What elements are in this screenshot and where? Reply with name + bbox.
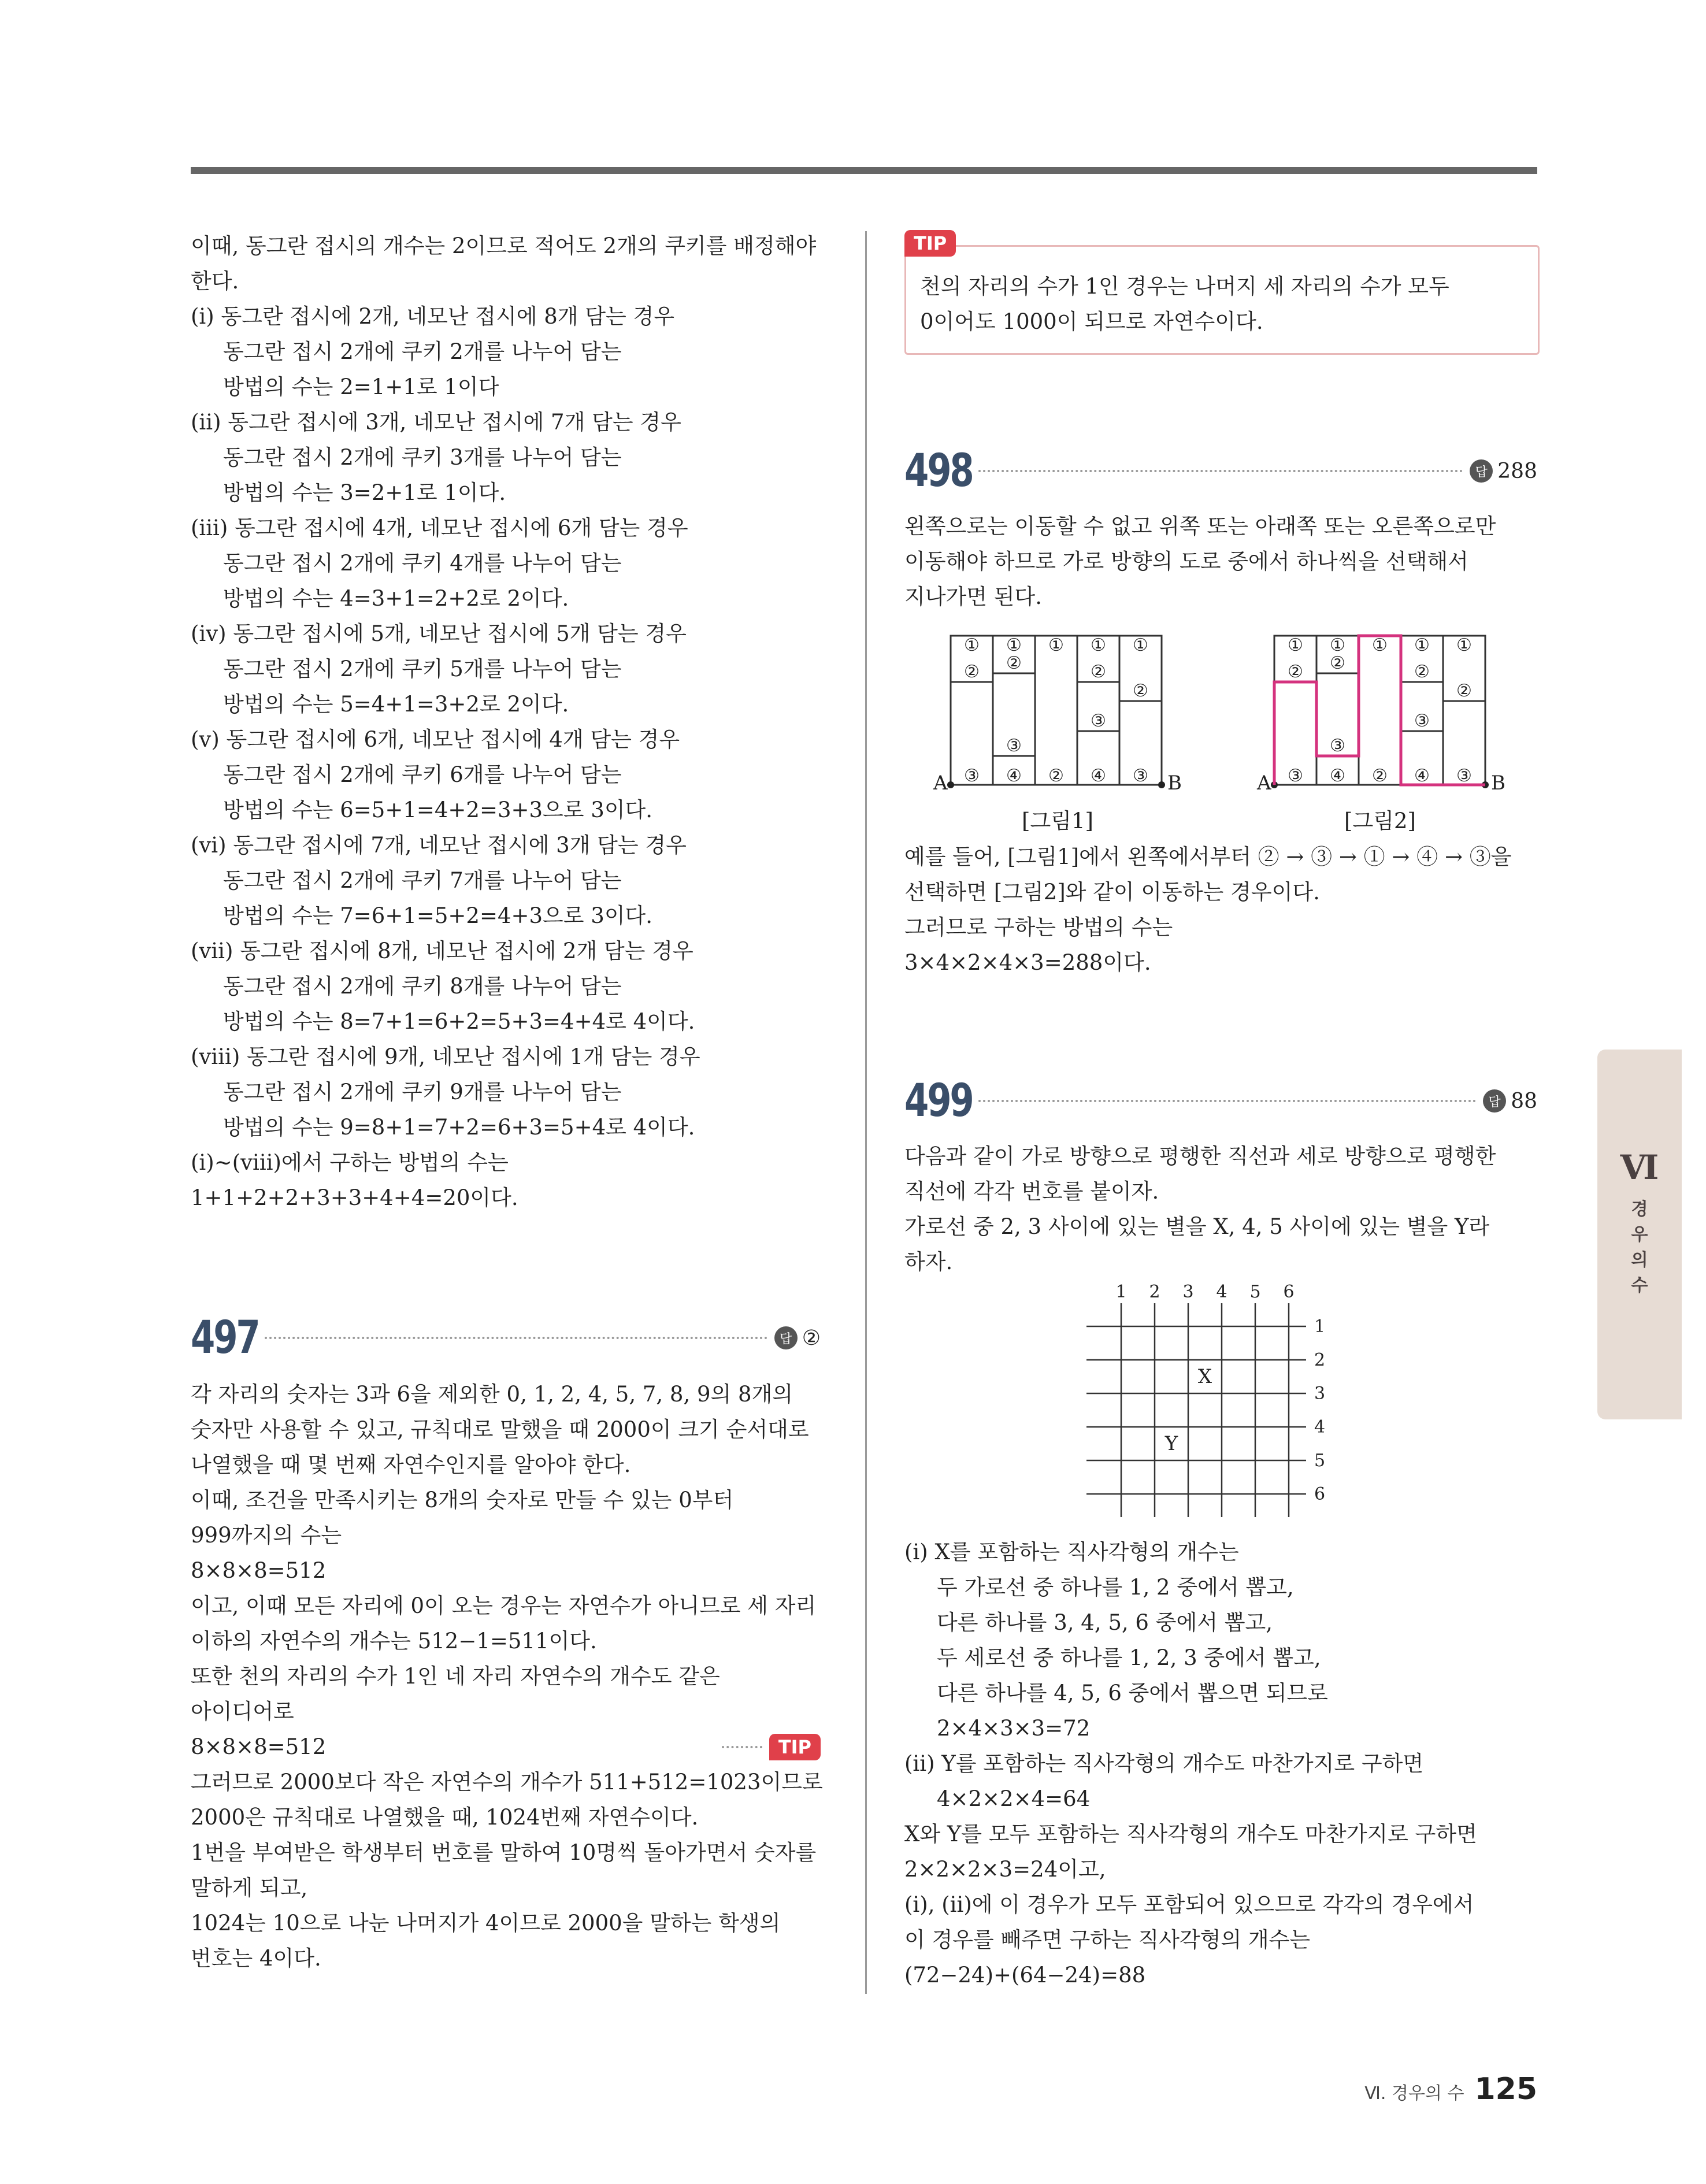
text-line: 선택하면 [그림2]와 같이 이동하는 경우이다. <box>904 880 1320 904</box>
text-line: 숫자만 사용할 수 있고, 규칙대로 말했을 때 2000이 크기 순서대로 <box>191 1417 809 1442</box>
road-label: ① <box>964 635 980 655</box>
case-line: 방법의 수는 7=6+1=5+2=4+3으로 3이다. <box>223 903 653 928</box>
chapter-title-char: 의 <box>1631 1250 1648 1270</box>
page-footer <box>1364 2072 1537 2107</box>
problem-497-header <box>191 1312 821 1364</box>
point-b-label: B <box>1167 772 1182 795</box>
road-label: ② <box>1048 766 1064 786</box>
problem-497-body <box>191 1377 838 1976</box>
text-line: 8×8×8=512 <box>191 1558 327 1583</box>
row-label: 2 <box>1314 1350 1326 1370</box>
road-label: ③ <box>1133 766 1148 786</box>
text-line: 1번을 부여받은 학생부터 번호를 말하여 10명씩 돌아가면서 숫자를 <box>191 1840 817 1865</box>
solution-line: 다른 하나를 3, 4, 5, 6 중에서 뽑고, <box>937 1610 1273 1635</box>
figure-1-caption: [그림1] <box>1022 809 1093 833</box>
chapter-title <box>1597 1197 1682 1299</box>
conclusion-line: (ⅰ)~(ⅷ)에서 구하는 방법의 수는 <box>191 1150 509 1175</box>
point-a-label: A <box>1257 772 1271 795</box>
case-line: 방법의 수는 8=7+1=6+2=5+3=4+4로 4이다. <box>223 1009 695 1034</box>
road-label: ① <box>1372 635 1388 655</box>
road-label: ① <box>1456 635 1472 655</box>
text-line: 8×8×8=512 <box>191 1734 327 1759</box>
column-label: 6 <box>1283 1282 1295 1302</box>
text-line: 1024는 10으로 나눈 나머지가 4이므로 2000을 말하는 학생의 <box>191 1911 781 1935</box>
case-line: 동그란 접시 2개에 쿠키 9개를 나누어 담는 <box>223 1080 622 1104</box>
case-line: 동그란 접시 2개에 쿠키 6개를 나누어 담는 <box>223 762 622 787</box>
road-label: ② <box>1330 653 1345 673</box>
case-line: 방법의 수는 4=3+1=2+2로 2이다. <box>223 586 569 611</box>
point-a <box>947 781 954 788</box>
diagram-frame <box>951 636 1162 785</box>
leader-dots <box>978 1100 1476 1102</box>
text-line: 하자. <box>904 1249 953 1274</box>
case-line: 동그란 접시 2개에 쿠키 3개를 나누어 담는 <box>223 445 622 470</box>
problem-499-solution <box>904 1534 1537 1993</box>
case-heading: (ⅵ) 동그란 접시에 7개, 네모난 접시에 3개 담는 경우 <box>191 833 687 858</box>
row-label: 3 <box>1314 1384 1326 1404</box>
case-line: 방법의 수는 2=1+1로 1이다 <box>223 374 499 399</box>
road-diagrams <box>922 629 1546 848</box>
road-label: ④ <box>1330 766 1345 786</box>
problem-number: 497 <box>191 1312 259 1364</box>
column-label: 3 <box>1182 1282 1194 1302</box>
case-line: 방법의 수는 5=4+1=3+2로 2이다. <box>223 692 569 717</box>
road-label: ④ <box>1006 766 1022 786</box>
road-label: ② <box>1006 653 1022 673</box>
tip-box <box>904 245 1540 355</box>
solution-line: 두 세로선 중 하나를 1, 2, 3 중에서 뽑고, <box>937 1645 1321 1670</box>
problem-499-body <box>904 1139 1537 1280</box>
road-label: ① <box>1091 635 1106 655</box>
column-label: 1 <box>1115 1282 1127 1302</box>
road-label: ④ <box>1091 766 1106 786</box>
case-line: 동그란 접시 2개에 쿠키 4개를 나누어 담는 <box>223 551 622 576</box>
answer-value: 288 <box>1497 459 1537 483</box>
solution-line: 2×2×2×3=24이고, <box>904 1857 1106 1882</box>
tip-text: 천의 자리의 수가 1인 경우는 나머지 세 자리의 수가 모두 <box>920 274 1449 299</box>
point-a-label: A <box>933 772 948 795</box>
solution-line: (72−24)+(64−24)=88 <box>904 1963 1146 1988</box>
row-label: 4 <box>1314 1417 1326 1437</box>
tip-text: 0이어도 1000이 되므로 자연수이다. <box>920 309 1263 334</box>
case-line: 동그란 접시 2개에 쿠키 5개를 나누어 담는 <box>223 657 622 681</box>
highlighted-path <box>1274 636 1485 785</box>
column-label: 5 <box>1249 1282 1261 1302</box>
text-line: 이때, 조건을 만족시키는 8개의 숫자로 만들 수 있는 0부터 <box>191 1488 734 1512</box>
grid-diagram <box>1086 1280 1352 1529</box>
road-label: ① <box>1006 635 1022 655</box>
diagram-frame <box>1274 636 1485 785</box>
road-label: ② <box>1414 662 1430 682</box>
row-label: 5 <box>1314 1451 1326 1471</box>
text-line: 각 자리의 숫자는 3과 6을 제외한 0, 1, 2, 4, 5, 7, 8, 9의 8개의 <box>191 1382 793 1407</box>
road-label: ① <box>1414 635 1430 655</box>
road-label: ② <box>1288 662 1303 682</box>
case-heading: (ⅱ) 동그란 접시에 3개, 네모난 접시에 7개 담는 경우 <box>191 410 681 435</box>
problem-499-header <box>904 1075 1537 1127</box>
text-line: 번호는 4이다. <box>191 1946 321 1971</box>
road-label: ② <box>964 662 980 682</box>
chapter-tab <box>1597 1050 1682 1419</box>
text-line: 예를 들어, [그림1]에서 왼쪽에서부터 ② → ③ → ① → ④ → ③을 <box>904 844 1512 869</box>
road-label: ③ <box>1456 766 1472 786</box>
case-heading: (ⅲ) 동그란 접시에 4개, 네모난 접시에 6개 담는 경우 <box>191 516 688 540</box>
case-line: 방법의 수는 3=2+1로 1이다. <box>223 480 506 505</box>
solution-line: 두 가로선 중 하나를 1, 2 중에서 뽑고, <box>937 1575 1294 1600</box>
text-line: 이동해야 하므로 가로 방향의 도로 중에서 하나씩을 선택해서 <box>904 549 1468 574</box>
text-line: 말하게 되고, <box>191 1875 308 1900</box>
answer <box>1470 459 1537 483</box>
leader-dots <box>978 470 1463 472</box>
row-label: 6 <box>1314 1484 1326 1504</box>
text-line: 다음과 같이 가로 방향으로 평행한 직선과 세로 방향으로 평행한 <box>904 1144 1496 1169</box>
answer-icon: 답 <box>1483 1089 1506 1113</box>
point-b <box>1158 781 1165 788</box>
text-line: 이하의 자연수의 개수는 512−1=511이다. <box>191 1629 597 1653</box>
figure-2-caption: [그림2] <box>1344 809 1416 833</box>
row-label: 1 <box>1314 1317 1326 1337</box>
text-line: 이고, 이때 모든 자리에 0이 오는 경우는 자연수가 아니므로 세 자리 <box>191 1593 817 1618</box>
problem-498-body <box>904 509 1537 614</box>
text-line: 아이디어로 <box>191 1699 294 1724</box>
left-column <box>191 228 838 1215</box>
point-b-label: B <box>1491 772 1505 795</box>
road-label: ③ <box>1091 711 1106 731</box>
answer-value: ② <box>802 1326 821 1350</box>
solution-line: 2×4×3×3=72 <box>937 1716 1091 1741</box>
text-line: 또한 천의 자리의 수가 1인 네 자리 자연수의 개수도 같은 <box>191 1664 720 1689</box>
chapter-title-char: 우 <box>1631 1225 1648 1245</box>
case-heading: (ⅴ) 동그란 접시에 6개, 네모난 접시에 4개 담는 경우 <box>191 727 680 752</box>
text-line: 왼쪽으로는 이동할 수 없고 위쪽 또는 아래쪽 또는 오른쪽으로만 <box>904 514 1496 539</box>
column-label: 2 <box>1149 1282 1160 1302</box>
problem-498-header <box>904 445 1537 497</box>
road-label: ② <box>1133 681 1148 701</box>
road-label: ③ <box>1288 766 1303 786</box>
leader-dots <box>722 1746 762 1748</box>
solution-line: X와 Y를 모두 포함하는 직사각형의 개수도 마찬가지로 구하면 <box>904 1822 1477 1846</box>
solution-line: 이 경우를 빼주면 구하는 직사각형의 개수는 <box>904 1927 1311 1952</box>
case-line: 동그란 접시 2개에 쿠키 2개를 나누어 담는 <box>223 339 622 364</box>
solution-line: 4×2×2×4=64 <box>937 1786 1091 1811</box>
figure-2 <box>1256 635 1505 795</box>
header-rule <box>191 167 1537 174</box>
text-line: 2000은 규칙대로 나열했을 때, 1024번째 자연수이다. <box>191 1805 699 1830</box>
footer-section: Ⅵ. 경우의 수 <box>1364 2083 1464 2104</box>
tip-ref-line <box>191 1729 821 1764</box>
case-heading: (ⅳ) 동그란 접시에 5개, 네모난 접시에 5개 담는 경우 <box>191 621 687 646</box>
road-label: ① <box>1133 635 1148 655</box>
case-line: 방법의 수는 6=5+1=4+2=3+3으로 3이다. <box>223 798 653 822</box>
answer <box>774 1326 821 1350</box>
case-line: 동그란 접시 2개에 쿠키 7개를 나누어 담는 <box>223 868 622 893</box>
tip-label: TIP <box>769 1734 821 1760</box>
text-line: 나열했을 때 몇 번째 자연수인지를 알아야 한다. <box>191 1452 631 1477</box>
answer-icon: 답 <box>1470 459 1493 483</box>
case-heading: (ⅶ) 동그란 접시에 8개, 네모난 접시에 2개 담는 경우 <box>191 939 693 963</box>
road-label: ③ <box>1006 736 1022 756</box>
answer-value: 88 <box>1511 1089 1537 1113</box>
road-label: ③ <box>964 766 980 786</box>
text-line: 그러므로 구하는 방법의 수는 <box>904 915 1173 940</box>
road-label: ② <box>1456 681 1472 701</box>
road-label: ① <box>1048 635 1064 655</box>
road-label: ④ <box>1414 766 1430 786</box>
text-line: 지나가면 된다. <box>904 584 1042 609</box>
text-line: 이때, 동그란 접시의 개수는 2이므로 적어도 2개의 쿠키를 배정해야 <box>191 233 817 258</box>
page-number: 125 <box>1474 2072 1537 2107</box>
case-line: 방법의 수는 9=8+1=7+2=6+3=5+4로 4이다. <box>223 1115 695 1140</box>
road-label: ③ <box>1414 711 1430 731</box>
road-label: ② <box>1372 766 1388 786</box>
chapter-title-char: 경 <box>1631 1199 1648 1219</box>
text-line: 999까지의 수는 <box>191 1523 342 1548</box>
road-label: ② <box>1091 662 1106 682</box>
case-heading: (ⅷ) 동그란 접시에 9개, 네모난 접시에 1개 담는 경우 <box>191 1044 700 1069</box>
chapter-title-char: 수 <box>1631 1275 1648 1296</box>
problem-number: 499 <box>904 1075 973 1127</box>
answer-icon: 답 <box>774 1326 798 1349</box>
text-line: 3×4×2×4×3=288이다. <box>904 950 1151 975</box>
solution-line: (ⅰ) X를 포함하는 직사각형의 개수는 <box>904 1540 1239 1564</box>
leader-dots <box>265 1337 767 1339</box>
text-line: 그러므로 2000보다 작은 자연수의 개수가 511+512=1023이므로 <box>191 1770 823 1794</box>
star-x: X <box>1197 1365 1212 1388</box>
text-line: 가로선 중 2, 3 사이에 있는 별을 X, 4, 5 사이에 있는 별을 Y라 <box>904 1214 1490 1239</box>
solution-line: (ⅱ) Y를 포함하는 직사각형의 개수도 마찬가지로 구하면 <box>904 1751 1424 1776</box>
road-label: ① <box>1288 635 1303 655</box>
road-label: ① <box>1330 635 1345 655</box>
case-heading: (ⅰ) 동그란 접시에 2개, 네모난 접시에 8개 담는 경우 <box>191 304 674 329</box>
road-label: ③ <box>1330 736 1345 756</box>
solution-line: 다른 하나를 4, 5, 6 중에서 뽑으면 되므로 <box>937 1681 1328 1705</box>
problem-number: 498 <box>904 445 973 497</box>
column-divider <box>865 231 867 1994</box>
text-line: 한다. <box>191 269 239 294</box>
chapter-roman: Ⅵ <box>1620 1148 1659 1187</box>
problem-498-explanation <box>904 839 1537 980</box>
tip-label: TIP <box>904 230 956 257</box>
answer <box>1483 1089 1537 1113</box>
conclusion-line: 1+1+2+2+3+3+4+4=20이다. <box>191 1185 518 1210</box>
solution-line: (ⅰ), (ⅱ)에 이 경우가 모두 포함되어 있으므로 각각의 경우에서 <box>904 1892 1474 1917</box>
text-line: 직선에 각각 번호를 붙이자. <box>904 1179 1159 1204</box>
column-label: 4 <box>1216 1282 1227 1302</box>
case-line: 동그란 접시 2개에 쿠키 8개를 나누어 담는 <box>223 974 622 999</box>
star-y: Y <box>1164 1432 1178 1455</box>
figure-1 <box>933 635 1182 795</box>
